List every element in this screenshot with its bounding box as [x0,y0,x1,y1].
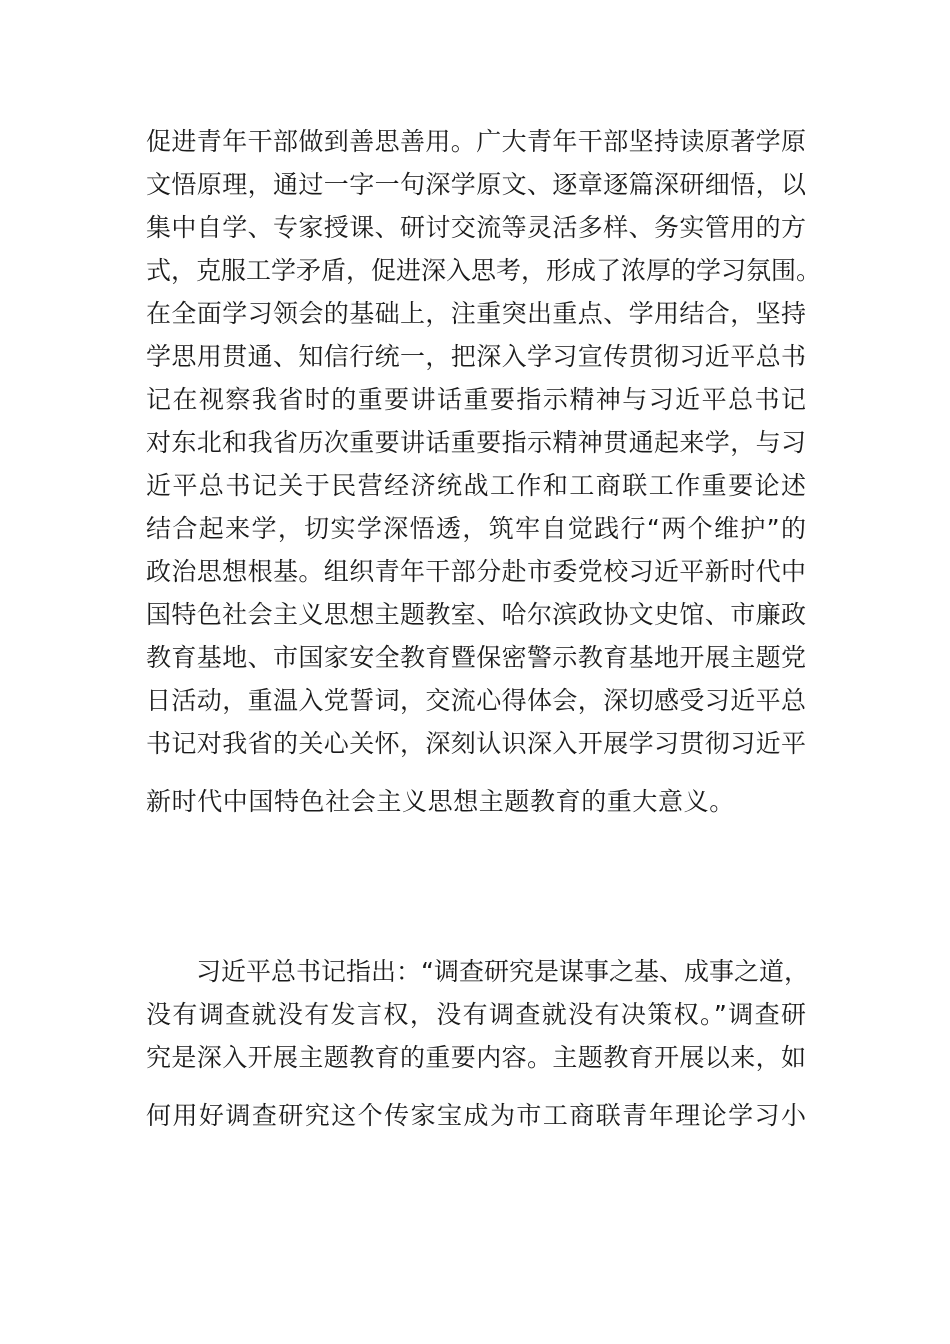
text-line: 结合起来学，切实学深悟透，筑牢自觉践行“两个维护”的 [146,514,806,543]
text-line: 集中自学、专家授课、研讨交流等灵活多样、务实管用的方 [146,213,806,242]
text-line: 新时代中国特色社会主义思想主题教育的重大意义。 [146,787,735,816]
text-line: 国特色社会主义思想主题教室、哈尔滨政协文史馆、市廉政 [146,600,806,629]
text-line: 文悟原理，通过一字一句深学原文、逐章逐篇深研细悟，以 [146,170,806,199]
text-line: 近平总书记关于民营经济统战工作和工商联工作重要论述 [146,471,806,500]
text-line: 在全面学习领会的基础上，注重突出重点、学用结合，坚持 [146,299,806,328]
text-line: 究是深入开展主题教育的重要内容。主题教育开展以来，如 [146,1043,806,1072]
text-line: 政治思想根基。组织青年干部分赴市委党校习近平新时代中 [146,557,806,586]
text-line: 促进青年干部做到善思善用。广大青年干部坚持读原著学原 [146,127,806,156]
text-line: 没有调查就没有发言权，没有调查就没有决策权。”调查研 [146,1000,806,1029]
text-line: 日活动，重温入党誓词，交流心得体会，深切感受习近平总 [146,686,806,715]
text-line: 对东北和我省历次重要讲话重要指示精神贯通起来学，与习 [146,428,806,457]
text-line: 教育基地、市国家安全教育暨保密警示教育基地开展主题党 [146,643,806,672]
text-line: 学思用贯通、知信行统一，把深入学习宣传贯彻习近平总书 [146,342,806,371]
text-line: 习近平总书记指出：“调查研究是谋事之基、成事之道， [196,957,809,986]
text-line: 书记对我省的关心关怀，深刻认识深入开展学习贯彻习近平 [146,729,806,758]
text-line: 何用好调查研究这个传家宝成为市工商联青年理论学习小 [146,1101,806,1130]
text-line: 式，克服工学矛盾，促进深入思考，形成了浓厚的学习氛围。 [146,256,822,285]
text-line: 记在视察我省时的重要讲话重要指示精神与习近平总书记 [146,385,806,414]
